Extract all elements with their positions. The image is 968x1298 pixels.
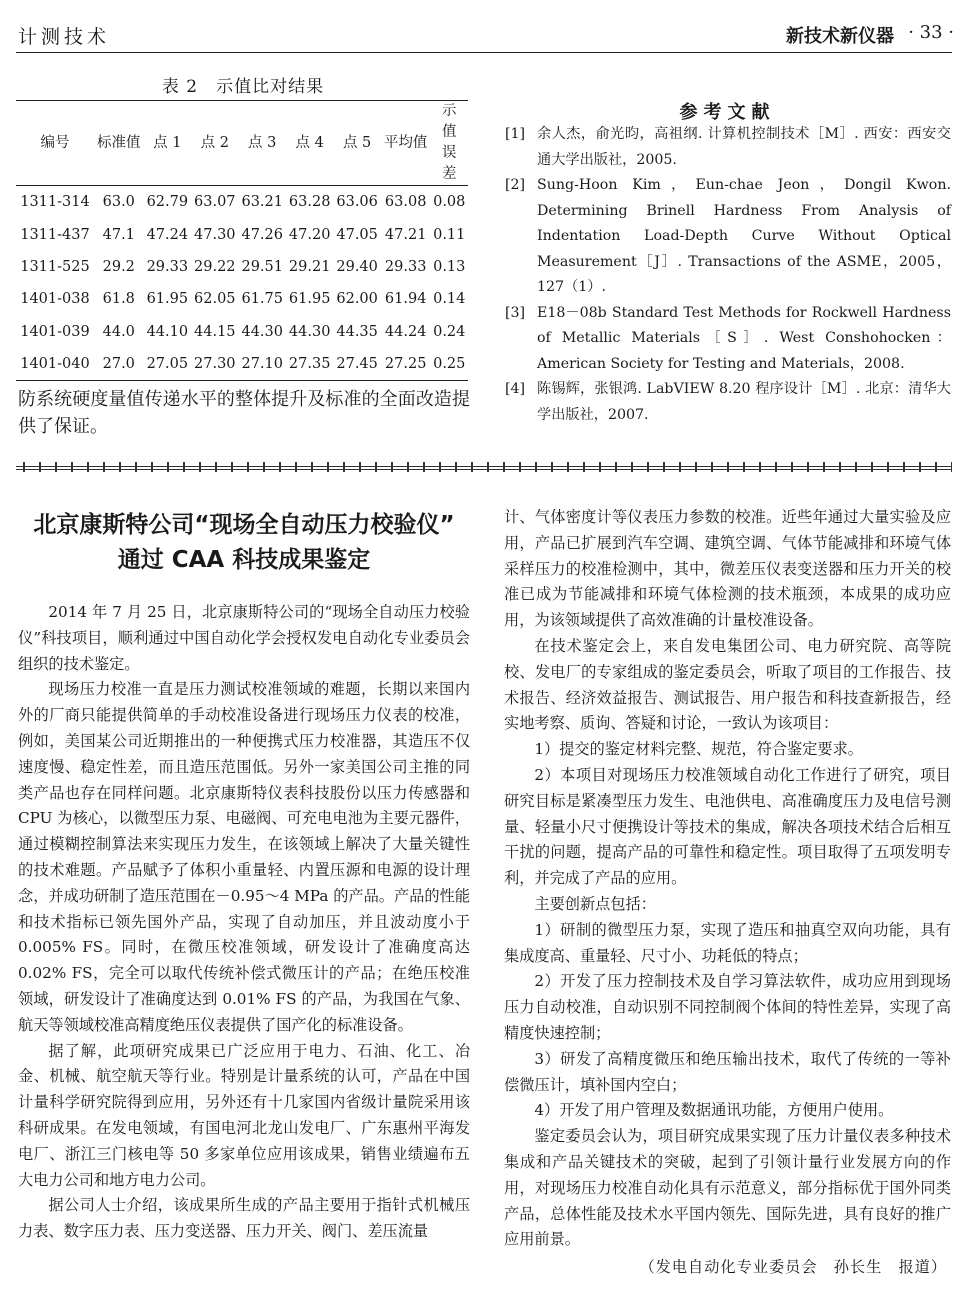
article-paragraph-continued: 计、气体密度计等仪表压力参数的校准。近些年通过大量实验及应用，产品已扩展到汽车空调、建筑空调、气体节能减排和环境气体采样压力的校准检测中，其中，微差压仪表变送器和压力开关的校准已成为节能减排和环境气体检测的技术瓶颈，本成果的成功应用，为该领域提供了高效准确的计量校准设备。 [504, 508, 951, 630]
table-cell: 61.95 [146, 291, 189, 308]
table-cell: 47.21 [384, 226, 427, 243]
reference-item [505, 173, 951, 301]
table-cell: 61.94 [384, 291, 427, 308]
table-cell: 61.75 [241, 291, 283, 308]
article-paragraph: 现场压力校准一直是压力测试校准领域的难题，长期以来国内外的厂商只能提供简单的手动校准设备进行现场压力仪表的校准，例如，美国某公司近期推出的一种便携式压力校准器，其造压不仅速度慢、稳定性差，而且造压范围低。另外一家美国公司主推的同类产品也存在同样问题。北京康斯特仪表科技股份以压力传感器和 CPU 为核心，以微型压力泵、电磁阀、可充电电池为主要元器件，通过模糊控制算法来实现压力发生，在该领域上解决了大量关键性的技术难题。产品赋予了体积小重量轻、内置压源和电源的设计理念，并成功研制了造压范围在－0.95～4 MPa 的产品。产品的性能和技术指标已领先国外产品，实现了自动加压，并且波动度小于 0.005% FS。同时，在微压校准领域，研发设计了准确度高达 0.02% FS，完全可以取代传统补偿式微压计的产品；在绝压校准领域，研发设计了准确度达到 0.01% FS 的产品，为我国在气象、航天等领域校准高精度绝压仪表提供了国产化的标准设备。 [18, 680, 470, 1034]
article-paragraph: 鉴定委员会认为，项目研究成果实现了压力计量仪表多种技术集成和产品关键技术的突破，起到了引领计量行业发展方向的作用，对现场压力校准自动化具有示范意义，部分指标优于国外同类产品，总体性能及技术水平国内领先、国际先进，具有良好的推广应用前景。 [504, 1127, 951, 1249]
table-cell: 47.20 [288, 226, 331, 243]
table-cell: 44.30 [288, 323, 331, 340]
table-row [16, 316, 468, 348]
table-cell: 44.30 [241, 323, 283, 340]
reference-text: E18－08b Standard Test Methods for Rockwell Hardness of Metallic Materials［S］. West Conshohocken：American Society for Testing and Materials，2008. [537, 304, 951, 372]
reference-text: Sung-Hoon Kim，Eun-chae Jeon，Dongil Kwon. Determining Brinell Hardness From Analysis of Indentation Load-Depth Curve Without Optical Measurement［J］. Transactions of the ASME，2005，127（1）. [537, 177, 951, 295]
table-header-row [16, 101, 468, 186]
table-cell: 1311-314 [20, 194, 90, 211]
table-cell: 47.1 [102, 226, 135, 243]
table-cell: 27.35 [286, 348, 333, 381]
table-cell: 0.13 [433, 258, 466, 275]
col-header: 标准值 [94, 101, 144, 186]
table-cell: 29.33 [384, 258, 427, 275]
col-header: 点 1 [144, 101, 191, 186]
reference-number: [4] [505, 381, 526, 397]
page-number: · 33 · [908, 22, 954, 43]
col-header: 平均值 [381, 101, 431, 186]
article-list-item: 2）开发了压力控制技术及自学习算法软件，成功应用到现场压力自动校准，自动识别不同控制阀个体间的特性差异，实现了高精度快速控制； [504, 972, 951, 1042]
table-cell: 63.28 [288, 194, 331, 211]
col-header [430, 101, 468, 186]
table-row [16, 186, 468, 219]
table-cell: 1401-038 [20, 291, 90, 308]
table-cell: 62.00 [336, 291, 378, 308]
table-cell: 44.15 [194, 323, 236, 340]
table-row [16, 283, 468, 315]
table-cell: 1401-040 [16, 348, 94, 381]
reference-number: [2] [505, 177, 526, 193]
references-title: 参考文献 [679, 102, 776, 123]
article-list-item: 3）研发了高精度微压和绝压输出技术，取代了传统的一等补偿微压计，填补国内空白； [504, 1049, 951, 1094]
table-cell: 27.30 [191, 348, 238, 381]
article-paragraph: 据了解，此项研究成果已广泛应用于电力、石油、化工、冶金、机械、航空航天等行业。特别是计量系统的认可，产品在中国计量科学研究院得到应用，另外还有十几家国内省级计量院采用该科研成果。在发电领域，有国电河北龙山发电厂、广东惠州平海发电厂、浙江三门核电等 50 多家单位应用该成果，销售业绩遍布五大电力公司和地方电力公司。 [18, 1041, 470, 1189]
table-row [16, 348, 468, 381]
table-cell: 29.22 [194, 258, 236, 275]
reference-item [505, 377, 951, 428]
table-cell: 47.30 [194, 226, 236, 243]
table-cell: 63.06 [336, 194, 378, 211]
article-list-item: 4）开发了用户管理及数据通讯功能，方便用户使用。 [534, 1101, 894, 1120]
reference-number: [1] [505, 126, 526, 142]
article-paragraph: 据公司人士介绍，该成果所生成的产品主要用于指针式机械压力表、数字压力表、压力变送器、压力开关、阀门、差压流量 [18, 1196, 470, 1241]
table-cell: 62.79 [146, 194, 189, 211]
table-cell: 44.24 [384, 323, 427, 340]
header-rule [16, 52, 952, 53]
comparison-table [16, 100, 468, 381]
journal-name: 计测技术 [18, 26, 111, 48]
table-cell: 1311-437 [20, 226, 90, 243]
table-cell: 63.21 [241, 194, 283, 211]
previous-article-ending: 防系统硬度量值传递水平的整体提升及标准的全面改造提供了保证。 [18, 389, 470, 437]
article-list-item: 1）提交的鉴定材料完整、规范，符合鉴定要求。 [534, 740, 863, 759]
table-cell: 47.26 [241, 226, 283, 243]
article-title-line1: 北京康斯特公司“现场全自动压力校验仪” [33, 512, 455, 538]
reference-item [505, 122, 951, 173]
col-header: 点 5 [333, 101, 380, 186]
table-cell: 29.51 [241, 258, 283, 275]
table-cell: 47.05 [336, 226, 378, 243]
table-cell: 29.2 [102, 258, 135, 275]
article-byline: （发电自动化专业委员会 孙长生 报道） [639, 1258, 947, 1277]
table-cell: 47.24 [146, 226, 189, 243]
col-header: 编号 [16, 101, 94, 186]
table-cell: 0.25 [430, 348, 468, 381]
col-header: 点 3 [239, 101, 286, 186]
table-cell: 61.8 [102, 291, 135, 308]
table-cell: 0.08 [433, 194, 466, 211]
table-cell: 61.95 [288, 291, 331, 308]
table-cell: 29.21 [288, 258, 331, 275]
references-list [505, 122, 951, 428]
table-cell: 0.11 [433, 226, 466, 243]
col-header-error: 示值误差 [441, 103, 457, 182]
table-cell: 0.24 [433, 323, 466, 340]
reference-text: 陈锡辉，张银鸿. LabVIEW 8.20 程序设计［M］. 北京：清华大学出版社，2007. [537, 381, 951, 423]
col-header: 点 4 [286, 101, 333, 186]
table-cell: 63.08 [384, 194, 427, 211]
article-left-column [18, 600, 470, 1245]
table-cell: 44.0 [102, 323, 135, 340]
table-cell: 44.35 [336, 323, 378, 340]
table-cell: 63.07 [194, 194, 236, 211]
article-title [14, 508, 474, 578]
article-list-item: 1）研制的微型压力泵，实现了造压和抽真空双向功能，具有集成度高、重量轻、尺寸小、功耗低的特点； [504, 920, 951, 965]
table-cell: 27.05 [144, 348, 191, 381]
table-row [16, 218, 468, 250]
article-paragraph: 在技术鉴定会上，来自发电集团公司、电力研究院、高等院校、发电厂的专家组成的鉴定委员会，听取了项目的工作报告、技术报告、经济效益报告、测试报告、用户报告和科技查新报告，经实地考察、质询、答疑和讨论，一致认为该项目： [504, 636, 951, 733]
reference-number: [3] [505, 304, 526, 321]
table-caption: 表 2 示值比对结果 [161, 77, 325, 97]
table-cell: 27.25 [381, 348, 431, 381]
table-cell: 62.05 [194, 291, 236, 308]
table-cell: 0.14 [433, 291, 466, 308]
table-cell: 27.10 [239, 348, 286, 381]
table-cell: 63.0 [102, 194, 135, 211]
article-paragraph: 主要创新点包括： [534, 894, 656, 913]
table-cell: 27.45 [333, 348, 380, 381]
table-cell: 29.33 [146, 258, 189, 275]
table-cell: 44.10 [146, 323, 189, 340]
article-list-item: 2）本项目对现场压力校准领域自动化工作进行了研究，项目研究目标是紧凑型压力发生、电池供电、高准确度压力及电信号测量、轻量小尺寸便携设计等技术的集成，解决各项技术结合后相互干扰的问题，提高产品的可靠性和稳定性。项目取得了五项发明专利，并完成了产品的应用。 [504, 765, 951, 888]
table-cell: 1401-039 [20, 323, 90, 340]
reference-text: 余人杰，俞光昀，高祖纲. 计算机控制技术［M］. 西安：西安交通大学出版社，2005. [537, 126, 951, 168]
table-cell: 1311-525 [20, 258, 90, 275]
section-name: 新技术新仪器 [786, 26, 894, 47]
table-row [16, 251, 468, 283]
article-title-line2: 通过 CAA 科技成果鉴定 [117, 547, 371, 573]
reference-item [505, 301, 951, 378]
table-cell: 29.40 [336, 258, 378, 275]
article-paragraph: 2014 年 7 月 25 日，北京康斯特公司的“现场全自动压力校验仪”科技项目，顺利通过中国自动化学会授权发电自动化专业委员会组织的技术鉴定。 [18, 603, 470, 673]
col-header: 点 2 [191, 101, 238, 186]
section-separator [16, 466, 952, 470]
table-cell: 27.0 [94, 348, 144, 381]
article-right-column [504, 505, 951, 1281]
